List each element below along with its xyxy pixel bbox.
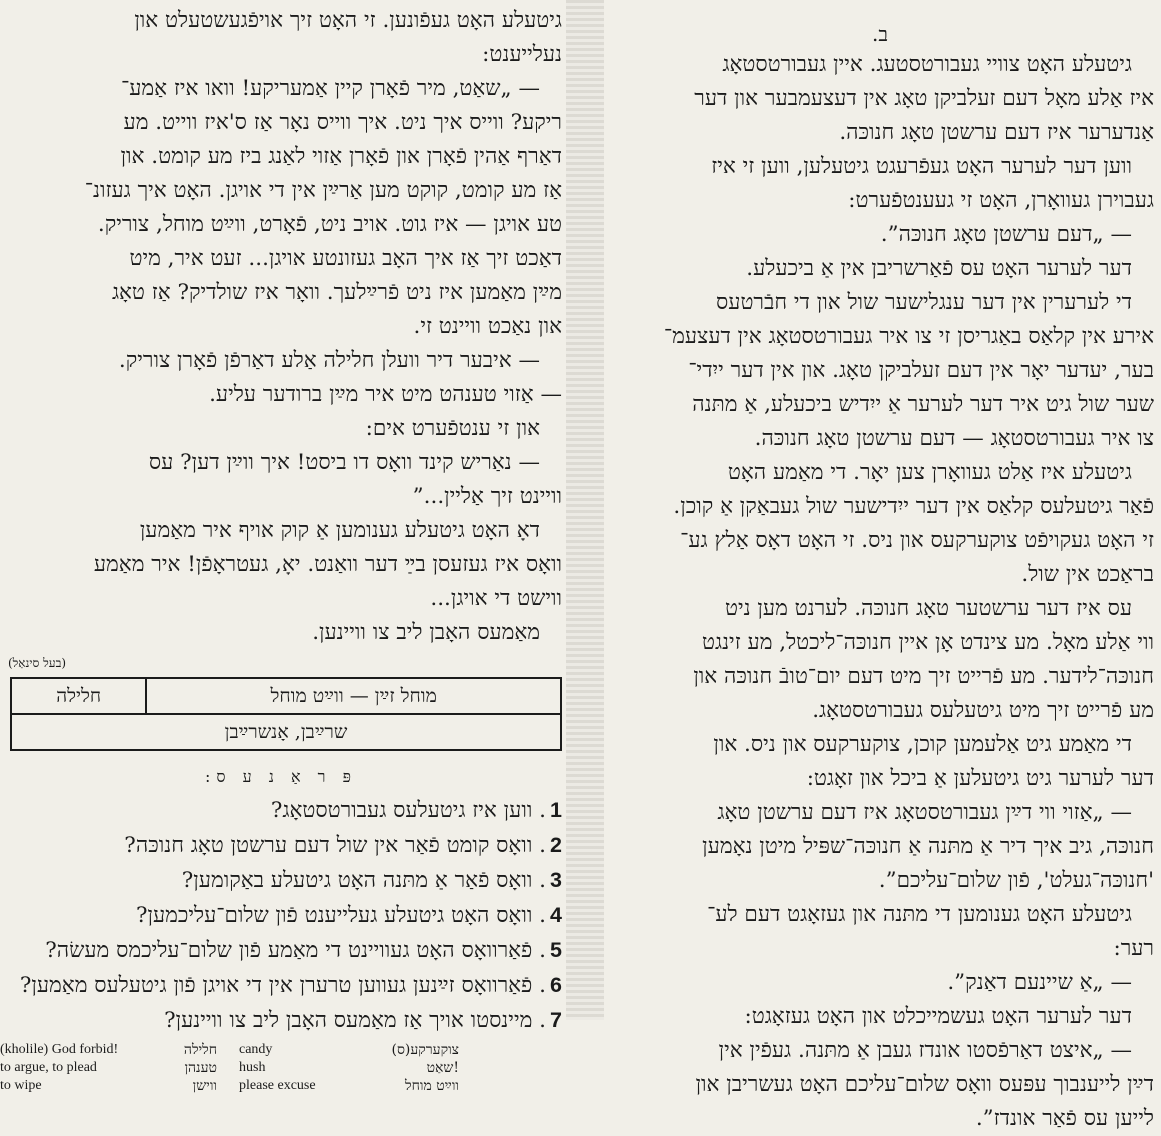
- question-number: 6: [550, 973, 562, 997]
- paragraph-line: איז אַלע מאָל דעם זעלביקן טאָג אין דעצעמבער און דער: [694, 86, 1154, 111]
- paragraph-line: גיטעלע האָט צוויי געבורטסטעג. איין געבורטסטאָג: [722, 52, 1132, 77]
- vocab-english: (kholile) God forbid!: [0, 1042, 119, 1057]
- paragraph-line: — „איצט דאַרפֿסטו אונדז געבן אַ מתּנה. געפֿין אין: [718, 1038, 1132, 1063]
- paragraph-line: עס איז דער ערשטער טאָג חנוכּה. לערנט מען ניט: [724, 596, 1132, 621]
- paragraph-line: — אַזוי טענהט מיט איר מײַן ברודער עליע.: [209, 382, 562, 407]
- right-column: [606, 0, 1154, 1136]
- paragraph-line: ווישט די אויגן...: [430, 586, 562, 611]
- paragraph-line: — „אַזוי ווי דײַן געבורטסטאָג איז דעם ערשטן טאָג: [717, 800, 1132, 825]
- paragraph-line: רער:: [1113, 936, 1154, 961]
- paragraph-line: בער, יעדער יאָר אין דעם זעלביקן טאָג. און אין דער ייִדי־: [688, 358, 1154, 383]
- vocab-english: hush: [239, 1060, 266, 1075]
- paragraph-line: אַנדערער איז דעם ערשטן טאָג חנוכּה.: [839, 120, 1154, 145]
- paragraph-line: מאַמעס האָבן ליב צו וויינען.: [312, 620, 540, 645]
- exercises-heading: פּ ר אַ נ ע ס:: [204, 767, 358, 786]
- vocab-yiddish: טענהן: [184, 1060, 217, 1076]
- paragraph-line: דער לערער גיט גיטעלען אַ ביכל און זאָגט:: [806, 766, 1154, 791]
- question-text: וואָס פֿאַר אַ מתּנה האָט גיטעלע באַקומען?: [181, 868, 533, 893]
- paragraph-line: דאָ האָט גיטעלע גענומען אַ קוק אויף איר מאַמען: [139, 518, 540, 543]
- paragraph-line: שער שול גיט איר דער לערער אַ ייִדיש ביכעלע, אַ מתּנה: [692, 392, 1154, 417]
- question-text: פֿאַרוואָס האָט געוויינט די מאַמע פֿון שלום־עליכמס מעשׂה?: [45, 938, 533, 963]
- paragraph-line: דאַכט זיך אַז איך האָב געזונטע אויגן... זעט איר, מיט: [129, 246, 562, 271]
- question-number: 3: [550, 868, 562, 892]
- question-text: וואָס האָט גיטעלע געלייענט פֿון שלום־עליכמען?: [135, 903, 533, 928]
- question-text: פֿאַרוואָס זײַנען געווען טרערן אין די אויגן פֿון גיטעלעס מאַמען?: [19, 973, 533, 998]
- paragraph-line: — „אַ שיינעם דאַנק”.: [947, 970, 1132, 995]
- vocab-row: [0, 1041, 562, 1059]
- paragraph-line: — „דעם ערשטן טאָג חנוכּה”.: [880, 222, 1132, 247]
- paragraph-line: אירע אין קלאַס באַגריסן זי צו איר געבורטסטאָג אין דעצעמ־: [663, 324, 1154, 349]
- paragraph-line: געבוירן געוואָרן, האָט זי געענטפֿערט:: [848, 188, 1154, 213]
- question-number: 5: [550, 938, 562, 962]
- paragraph-line: דײַן לייענבוך עפּעס וואָס שלום־עליכם האָט געשריבן און: [695, 1072, 1154, 1097]
- vocab-yiddish: צוקערקע(ס): [391, 1042, 459, 1058]
- list-item: 1. ווען איז גיטעלעס געבורטסטאָג?: [0, 793, 562, 828]
- chart-cell: חלילה: [11, 678, 146, 714]
- question-list: [0, 793, 562, 1038]
- question-text: מיינסטו אויך אַז מאַמעס האָבן ליב צו וויינען?: [164, 1008, 533, 1033]
- paragraph-line: ווי אַלע מאָל. מע צינדט אָן איין חנוכּה־ליכטל, מע זינגט: [701, 630, 1154, 655]
- list-item: 4. וואָס האָט גיטעלע געלייענט פֿון שלום־עליכמען?: [0, 898, 562, 933]
- paragraph-line: חנוכּה, גיב איך דיר אַ מתּנה אַ חנוכּה־שפּיל מיטן נאָמען: [702, 834, 1154, 859]
- question-number: 4: [550, 903, 562, 927]
- paragraph-line: 'חנוכּה־געלט', פֿון שלום־עליכם”.: [878, 868, 1154, 893]
- paragraph-line: די לערערין אין דער ענגלישער שול און די חבֿרטעס: [716, 290, 1132, 315]
- paragraph-line: אַז מע קומט, קוקט מען אַרײַן אין די אויגן. האָט איך געזונ־: [84, 178, 562, 203]
- vocabulary-list: [0, 1041, 562, 1095]
- paragraph-line: — „שאַט, מיר פֿאָרן קיין אַמעריקע! וואו איז אַמע־: [121, 76, 540, 101]
- vocab-english: to argue, to plead: [0, 1060, 97, 1075]
- paragraph-line: זי האָט געקויפֿט צוקערקעס און ניס. זי האָט דאָס אַלץ גע־: [680, 528, 1154, 553]
- page-gutter: [566, 0, 604, 1020]
- paragraph-line: און זי ענטפֿערט אים:: [365, 416, 540, 441]
- paragraph-line: פֿאַר גיטעלעס קלאַס אין דער ייִדישער שול געבאַקן אַ קוכן.: [673, 494, 1154, 519]
- paragraph-line: — נאַריש קינד וואָס דו ביסט! איך ווײַן דען? עס: [148, 450, 540, 475]
- author-credit: (בעל סינאַל): [8, 656, 67, 670]
- list-item: 5. פֿאַרוואָס האָט געוויינט די מאַמע פֿון שלום־עליכמס מעשׂה?: [0, 933, 562, 968]
- vocab-yiddish: שאַט!: [426, 1060, 459, 1076]
- paragraph-line: ווען דער לערער האָט געפֿרעגט גיטעלען, ווען זי איז: [711, 154, 1132, 179]
- vocab-row: [0, 1059, 562, 1077]
- paragraph-line: חנוכּה־לידער. מע פֿרייט זיך מיט דעם יום־טובֿ חנוכּה און: [693, 664, 1154, 689]
- paragraph-line: טע אויגן — איז גוט. אויב ניט, פֿאָרט, ווײַט מוחל, צוריק.: [97, 212, 562, 237]
- paragraph-line: וואָס איז געזעסן בײַ דער וואַנט. יאָ, געטראָפֿן! איר מאַמע: [93, 552, 562, 577]
- question-number: 7: [550, 1008, 562, 1032]
- list-item: 3. וואָס פֿאַר אַ מתּנה האָט גיטעלע באַקומען?: [0, 863, 562, 898]
- list-item: 7. מיינסטו אויך אַז מאַמעס האָבן ליב צו וויינען?: [0, 1003, 562, 1038]
- section-number: ב.: [872, 22, 888, 46]
- vocab-yiddish: חלילה: [183, 1042, 217, 1058]
- paragraph-line: וויינט זיך אַליין...”: [412, 484, 562, 509]
- paragraph-line: דאַרף אַהין פֿאָרן און פֿאָרן אַזוי לאַנג ביז מע קומט. און: [120, 144, 562, 169]
- list-item: 6. פֿאַרוואָס זײַנען געווען טרערן אין די אויגן פֿון גיטעלעס מאַמען?: [0, 968, 562, 1003]
- paragraph-line: מײַן מאַמען איז ניט פֿרײַלעך. וואָר איז שולדיק? אַז טאָג: [111, 280, 562, 305]
- paragraph-line: די מאַמע גיט אַלעמען קוכן, צוקערקעס און ניס. און: [713, 732, 1132, 757]
- paragraph-line: נעלייענט:: [482, 42, 562, 67]
- paragraph-line: — איבער דיר וועלן חלילה אַלע דאַרפֿן פֿאָרן צוריק.: [118, 348, 540, 373]
- question-number: 2: [550, 833, 562, 857]
- question-text: וואָס קומט פֿאַר אין שול דעם ערשטן טאָג חנוכּה?: [124, 833, 533, 858]
- list-item: 2. וואָס קומט פֿאַר אין שול דעם ערשטן טאָג חנוכּה?: [0, 828, 562, 863]
- paragraph-line: דער לערער האָט עס פֿאַרשריבן אין אַ ביכעלע.: [746, 256, 1132, 281]
- left-column: [0, 0, 562, 1095]
- paragraph-line: צו איר געבורטסטאָג — דעם ערשטן טאָג חנוכּה.: [754, 426, 1154, 451]
- chart-cell: שרײַבן, אָנשרײַבן: [11, 714, 561, 750]
- question-number: 1: [550, 798, 562, 822]
- paragraph-line: דער לערער האָט געשמייכלט און האָט געזאָגט:: [744, 1004, 1132, 1029]
- vocab-yiddish: ווײַט מוחל: [405, 1078, 459, 1094]
- vocabulary-chart: [10, 677, 562, 751]
- question-text: ווען איז גיטעלעס געבורטסטאָג?: [270, 798, 533, 823]
- paragraph-line: און נאַכט וויינט זי.: [413, 314, 562, 339]
- vocab-english: please excuse: [239, 1078, 316, 1093]
- paragraph-line: לייען עס פֿאַר אונדז”.: [975, 1106, 1154, 1131]
- paragraph-line: ריקע? ווייס איך ניט. איך ווייס נאָר אַז ס'איז ווייט. מע: [123, 110, 562, 135]
- chart-cell: מוחל זײַן — ווײַט מוחל: [146, 678, 561, 714]
- paragraph-line: בראַכט אין שול.: [1021, 562, 1154, 587]
- vocab-english: to wipe: [0, 1078, 42, 1093]
- paragraph-line: מע פֿרייט זיך מיט גיטעלעס געבורטסטאָג.: [812, 698, 1154, 723]
- vocab-english: candy: [239, 1042, 273, 1057]
- vocab-row: [0, 1077, 562, 1095]
- vocab-yiddish: ווישן: [192, 1078, 217, 1094]
- paragraph-line: גיטעלע האָט גענומען די מתּנה און געזאָגט דעם לע־: [707, 902, 1132, 927]
- paragraph-line: גיטעלע איז אַלט געוואָרן צען יאָר. די מאַמע האָט: [727, 460, 1132, 485]
- paragraph-line: גיטעלע האָט געפֿונען. זי האָט זיך אויפֿגעשטעלט און: [134, 8, 562, 33]
